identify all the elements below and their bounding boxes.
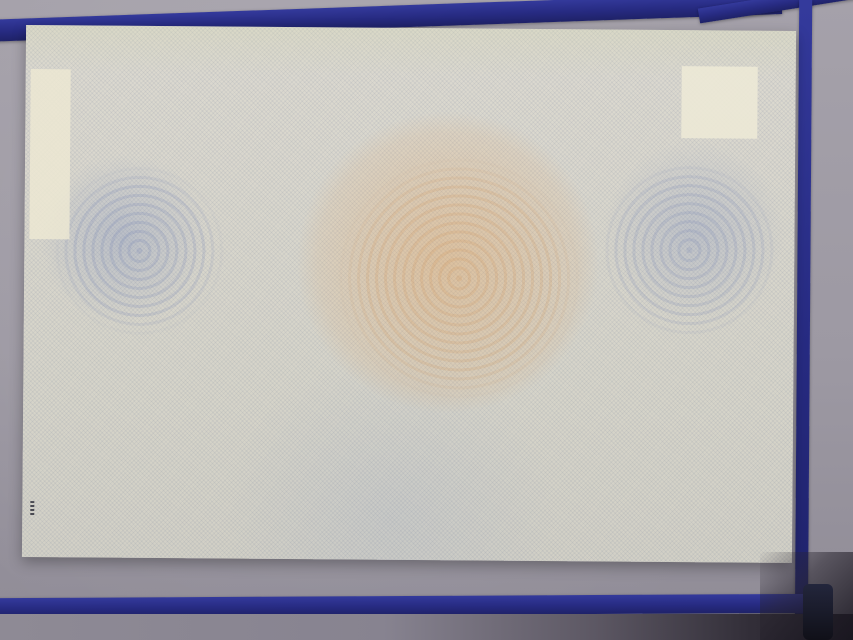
guilloche-ring-blue-left: [54, 165, 225, 336]
form-print-mark: [30, 501, 34, 515]
document-title: [86, 83, 736, 88]
technical-data-table: [87, 136, 765, 143]
strap-buckle: [803, 584, 833, 640]
guilloche-ring-blue-right: [599, 159, 780, 340]
guilloche-ring-orange: [338, 157, 580, 399]
datamatrix-code-icon: [698, 80, 740, 122]
vehicle-registration-document: [22, 25, 796, 563]
table-surface-shadow: [0, 614, 853, 640]
barcode: [373, 498, 743, 544]
blue-strap-right: [795, 0, 812, 640]
vertical-barcode: [37, 79, 62, 221]
